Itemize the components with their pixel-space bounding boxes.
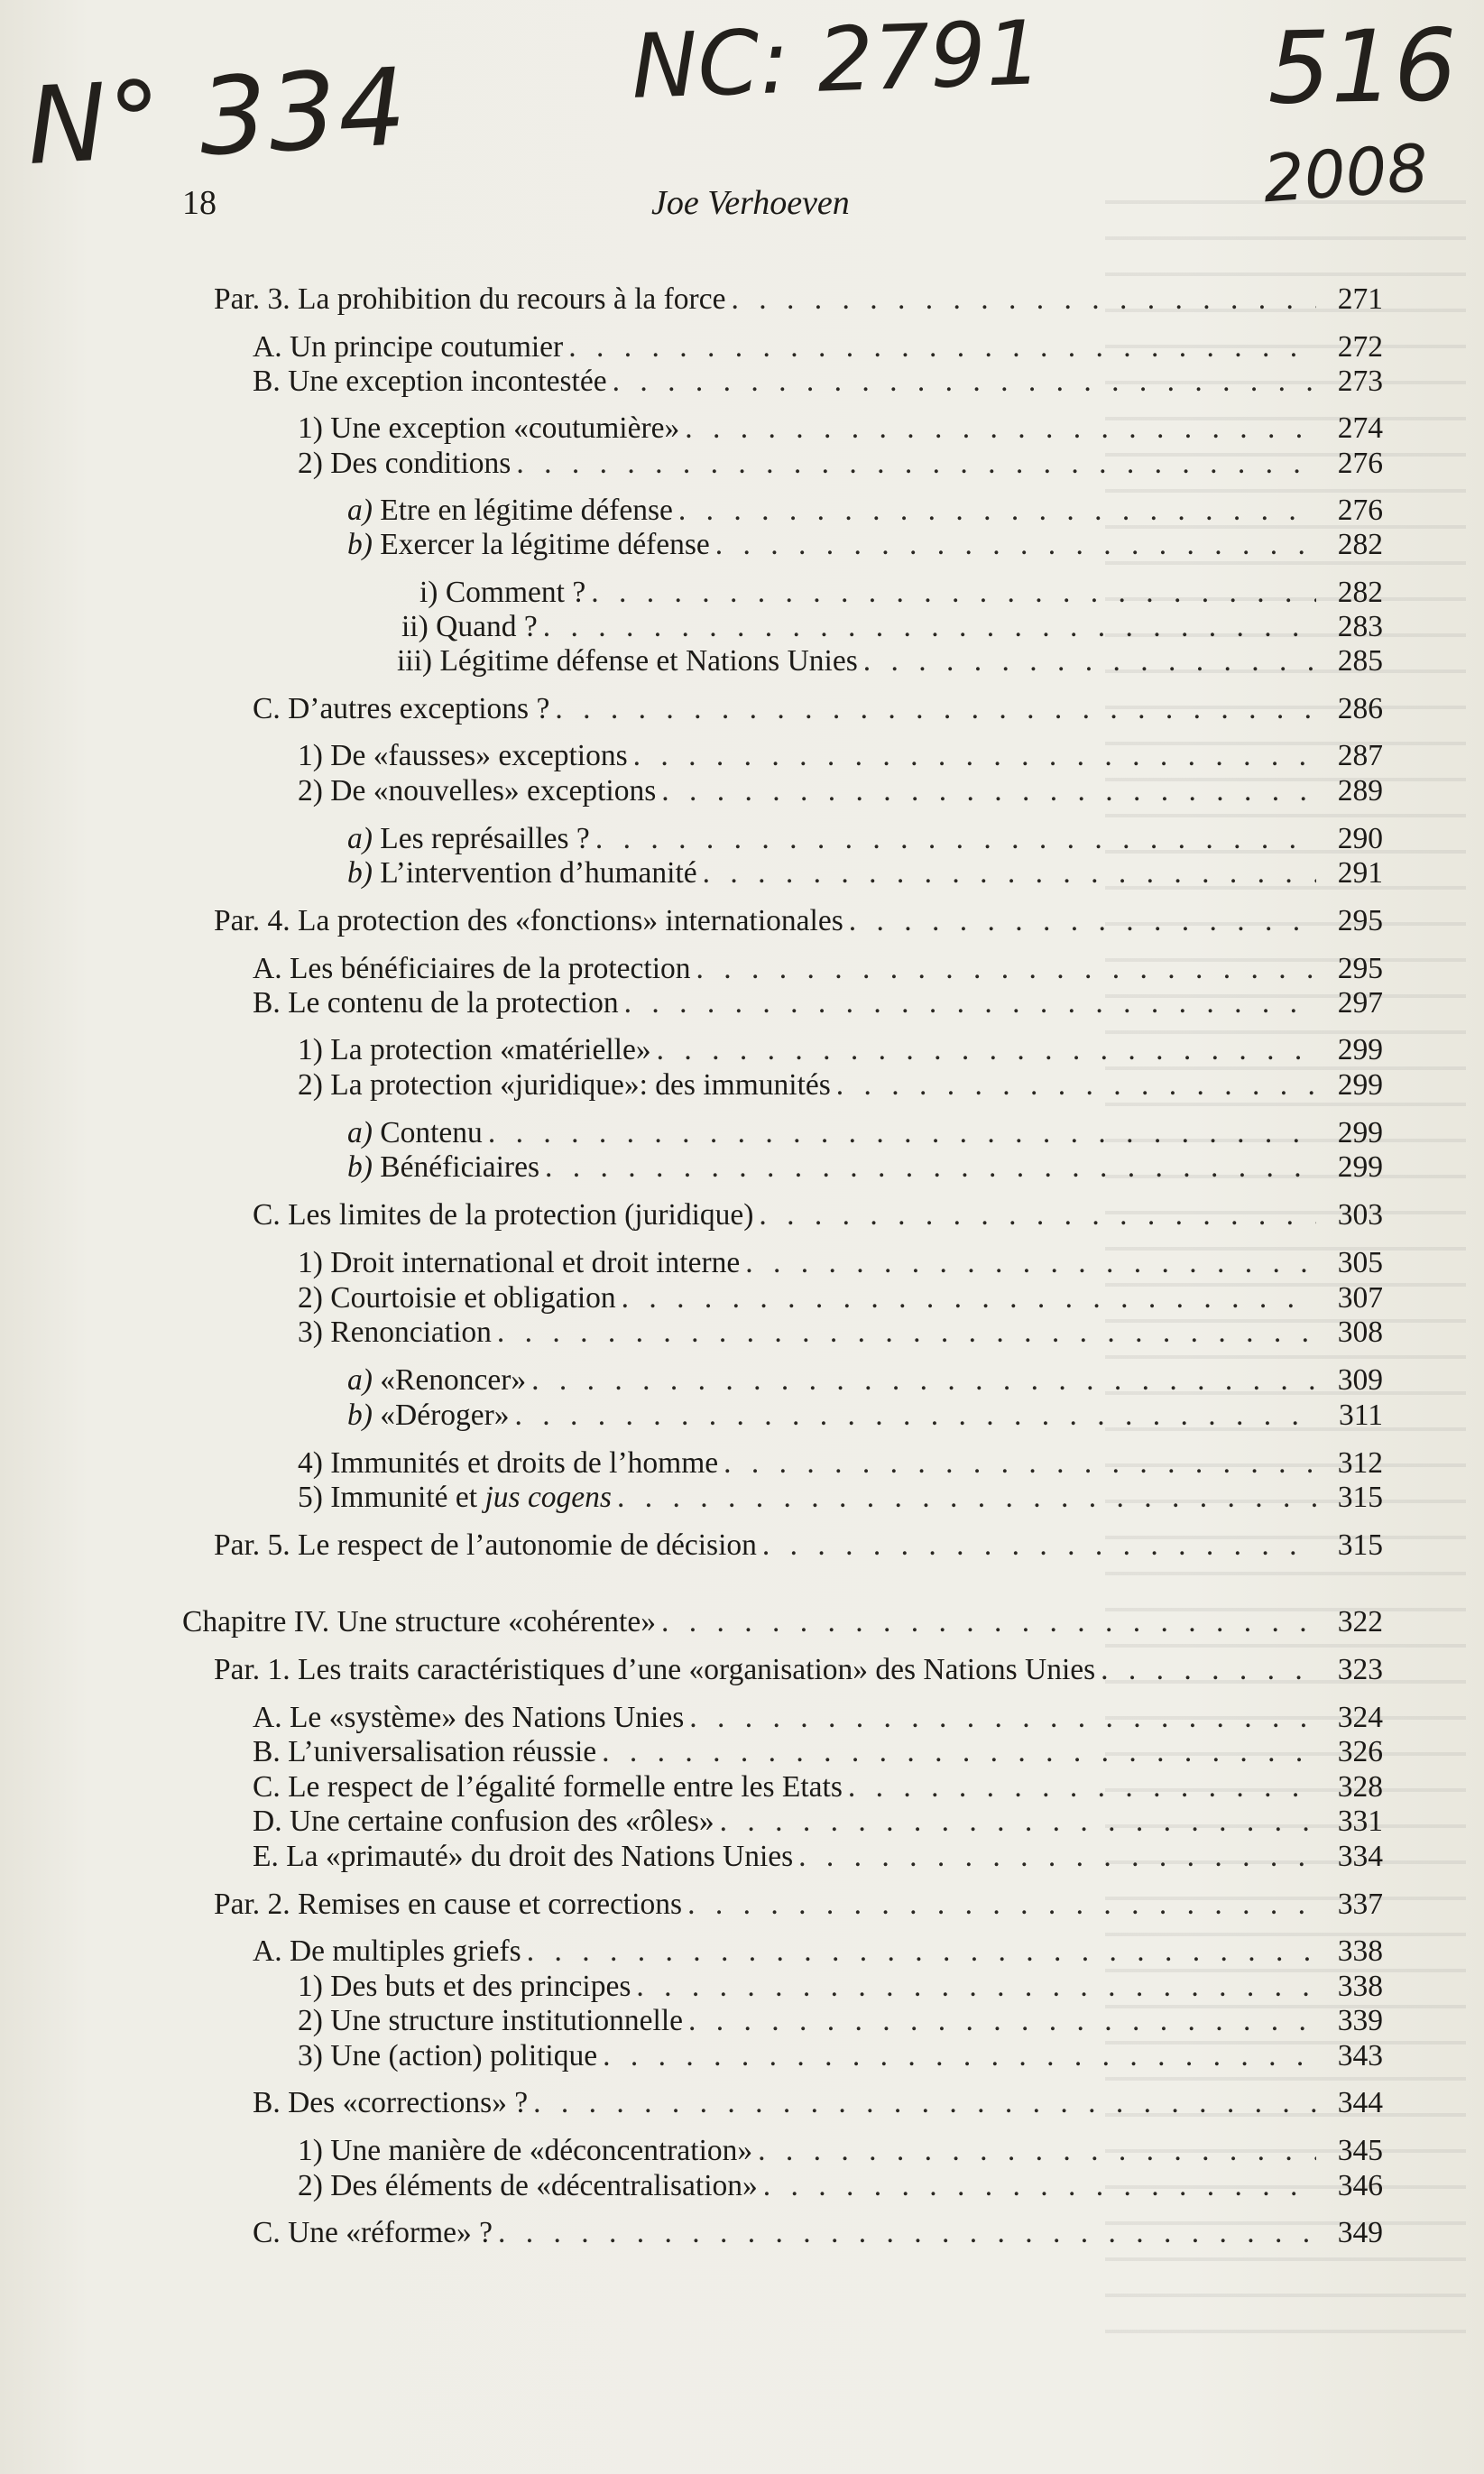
dot-leader <box>568 329 1316 365</box>
toc-entry-label: 2) Courtoisie et obligation <box>298 1281 616 1315</box>
toc-entry-marker: b) <box>347 1399 373 1432</box>
toc-entry-title <box>298 738 633 774</box>
toc-entry-title <box>347 1398 515 1434</box>
dot-leader <box>689 1700 1316 1736</box>
dot-leader <box>848 1769 1316 1805</box>
toc-entry <box>253 985 1383 1021</box>
toc-entry <box>298 2038 1383 2074</box>
dot-leader <box>696 951 1316 987</box>
toc-entry-label: i) Comment ? <box>419 576 586 609</box>
toc-entry-label: E. La «primauté» du droit des Nations Unies <box>253 1840 794 1873</box>
toc-entry-label: 2) La protection «juridique»: des immunités <box>298 1068 831 1102</box>
toc-entry-title <box>347 1149 545 1186</box>
toc-entry-page: 282 <box>1337 528 1383 561</box>
toc-entry-title <box>347 1362 531 1399</box>
toc-entry-title <box>253 2085 533 2121</box>
toc-entry <box>298 738 1383 774</box>
toc-entry-title <box>253 1734 602 1770</box>
toc-entry-title <box>253 1804 720 1840</box>
toc-entry-title <box>298 1969 636 2005</box>
dot-leader <box>617 1480 1316 1516</box>
toc-entry-page: 303 <box>1337 1198 1383 1232</box>
dot-leader <box>678 493 1316 529</box>
toc-entry-label: Exercer la légitime défense <box>380 528 710 561</box>
toc-entry-label: B. Des «corrections» ? <box>253 2086 529 2119</box>
dot-leader <box>798 1839 1316 1875</box>
toc-entry <box>253 364 1383 400</box>
handwritten-number-right: 516 <box>1266 7 1459 126</box>
toc-entry-label: 4) Immunités et droits de l’homme <box>298 1446 719 1480</box>
handwritten-catalog-code: NC: 2791 <box>630 2 1045 119</box>
toc-entry-title <box>253 691 555 727</box>
toc-entry-page: 323 <box>1337 1653 1383 1686</box>
toc-entry-label: 5) Immunité et <box>298 1481 478 1514</box>
toc-entry-page: 276 <box>1337 494 1383 527</box>
toc-entry-label: ii) Quand ? <box>401 610 538 643</box>
toc-entry-page: 322 <box>1337 1605 1383 1639</box>
toc-entry-page: 315 <box>1337 1481 1383 1514</box>
toc-entry-label: 2) Une structure institutionnelle <box>298 2004 684 2037</box>
dot-leader <box>531 1362 1316 1399</box>
dot-leader <box>762 1528 1316 1564</box>
toc-entry-marker: b) <box>347 856 373 890</box>
toc-entry-page: 287 <box>1337 739 1383 772</box>
toc-entry-page: 274 <box>1337 411 1383 445</box>
dot-leader <box>657 1032 1316 1068</box>
toc-entry-page: 289 <box>1337 774 1383 808</box>
toc-entry-label: Contenu <box>380 1116 483 1149</box>
toc-entry-title <box>298 1445 724 1482</box>
toc-entry <box>298 1067 1383 1103</box>
toc-entry-page: 305 <box>1337 1246 1383 1279</box>
toc-entry-page: 312 <box>1337 1446 1383 1480</box>
toc-entry-page: 286 <box>1337 692 1383 725</box>
toc-entry <box>253 1700 1383 1736</box>
toc-entry <box>298 2003 1383 2039</box>
toc-entry-title <box>214 1652 1101 1688</box>
toc-entry-label: Par. 4. La protection des «fonctions» internationales <box>214 904 843 937</box>
toc-entry-marker: a) <box>347 494 373 527</box>
dot-leader <box>703 855 1316 891</box>
toc-entry-title <box>298 2168 763 2204</box>
toc-entry <box>253 1839 1383 1875</box>
toc-entry <box>253 691 1383 727</box>
dot-leader <box>545 1149 1316 1186</box>
toc-entry <box>298 411 1383 447</box>
dot-leader <box>758 2133 1316 2169</box>
toc-entry-label: B. Une exception incontestée <box>253 365 607 398</box>
dot-leader <box>1101 1652 1316 1688</box>
toc-entry-title <box>253 1839 798 1875</box>
toc-entry <box>298 446 1383 482</box>
toc-entry <box>347 527 1383 563</box>
toc-entry-page: 285 <box>1337 644 1383 678</box>
toc-entry-title <box>298 1067 836 1103</box>
toc-entry-title <box>298 1315 497 1351</box>
toc-entry-label-italic: jus cogens <box>484 1481 612 1514</box>
toc-entry-page: 290 <box>1337 822 1383 855</box>
toc-entry-page: 324 <box>1337 1701 1383 1734</box>
toc-entry <box>298 1445 1383 1482</box>
toc-entry <box>298 2133 1383 2169</box>
toc-entry-page: 299 <box>1337 1116 1383 1149</box>
toc-entry-label: Chapitre IV. Une structure «cohérente» <box>182 1605 656 1639</box>
toc-entry-page: 299 <box>1337 1068 1383 1102</box>
dot-leader <box>543 609 1316 645</box>
toc-entry-page: 273 <box>1337 365 1383 398</box>
toc-entry-title <box>298 1245 745 1281</box>
toc-entry-page: 272 <box>1337 330 1383 364</box>
dot-leader <box>633 738 1316 774</box>
toc-entry-title <box>214 1887 687 1923</box>
dot-leader <box>488 1115 1316 1151</box>
toc-entry-label: 1) La protection «matérielle» <box>298 1033 651 1066</box>
toc-entry-title <box>214 282 731 318</box>
toc-entry-marker: b) <box>347 1150 373 1184</box>
toc-entry-title <box>253 2215 498 2251</box>
toc-entry-label: 3) Une (action) politique <box>298 2039 598 2072</box>
toc-entry-page: 295 <box>1337 952 1383 985</box>
toc-entry-label: 1) Une manière de «déconcentration» <box>298 2134 753 2167</box>
toc-entry-title <box>347 821 595 857</box>
toc-entry-title <box>347 527 715 563</box>
dot-leader <box>602 1734 1316 1770</box>
toc-entry-title <box>298 2038 603 2074</box>
toc-entry <box>298 2168 1383 2204</box>
toc-entry-page: 328 <box>1337 1770 1383 1804</box>
toc-entry <box>347 821 1383 857</box>
toc-entry-label: Par. 3. La prohibition du recours à la force <box>214 282 726 316</box>
dot-leader <box>636 1969 1316 2005</box>
toc-entry-page: 339 <box>1337 2004 1383 2037</box>
toc-entry-title <box>253 1197 759 1233</box>
dot-leader <box>661 1604 1316 1640</box>
dot-leader <box>724 1445 1316 1482</box>
toc-entry-page: 291 <box>1337 856 1383 890</box>
dot-leader <box>688 2003 1316 2039</box>
toc-entry-label: Par. 5. Le respect de l’autonomie de décision <box>214 1528 757 1562</box>
toc-entry <box>182 1604 1383 1640</box>
toc-entry-label: «Déroger» <box>380 1399 510 1432</box>
toc-entry <box>401 609 1383 645</box>
toc-entry-label: 1) De «fausses» exceptions <box>298 739 628 772</box>
toc-entry <box>214 903 1383 939</box>
toc-entry-label: A. De multiples griefs <box>253 1934 521 1968</box>
dot-leader <box>622 1280 1316 1316</box>
toc-entry-title <box>401 609 543 645</box>
toc-entry-page: 326 <box>1337 1735 1383 1768</box>
toc-entry-page: 282 <box>1337 576 1383 609</box>
toc-entry-title <box>298 411 685 447</box>
toc-entry-page: 311 <box>1338 1399 1383 1432</box>
toc-entry <box>214 282 1383 318</box>
toc-entry-page: 283 <box>1337 610 1383 643</box>
toc-entry-title <box>419 575 591 611</box>
dot-leader <box>533 2085 1316 2121</box>
dot-leader <box>661 773 1316 809</box>
toc-entry-title <box>298 2003 688 2039</box>
toc-entry-title <box>253 1700 689 1736</box>
toc-entry-page: 297 <box>1337 986 1383 1020</box>
dot-leader <box>498 2215 1316 2251</box>
toc-entry <box>397 643 1383 679</box>
toc-entry-title <box>347 855 703 891</box>
handwritten-year: 2008 <box>1260 129 1431 217</box>
toc-entry <box>347 1115 1383 1151</box>
dot-leader <box>836 1067 1316 1103</box>
toc-entry-label: D. Une certaine confusion des «rôles» <box>253 1805 714 1838</box>
dot-leader <box>613 364 1316 400</box>
toc-entry-label: Etre en légitime défense <box>380 494 673 527</box>
toc-entry-title <box>298 1480 617 1516</box>
toc-entry-page: 337 <box>1337 1888 1383 1921</box>
toc-entry-title <box>253 329 568 365</box>
toc-entry-page: 276 <box>1337 447 1383 480</box>
page-header <box>182 183 1084 228</box>
toc-entry-marker: a) <box>347 1363 373 1397</box>
dot-leader <box>555 691 1316 727</box>
dot-leader <box>515 1398 1316 1434</box>
toc-entry <box>253 2085 1383 2121</box>
toc-entry-marker: a) <box>347 822 373 855</box>
toc-entry-label: 2) Des éléments de «décentralisation» <box>298 2169 758 2202</box>
toc-entry-title <box>298 1280 622 1316</box>
toc-entry-title <box>182 1604 661 1640</box>
toc-entry <box>253 329 1383 365</box>
toc-entry-title <box>214 903 849 939</box>
toc-entry <box>298 1315 1383 1351</box>
toc-entry-label: «Renoncer» <box>380 1363 527 1397</box>
toc-entry <box>298 1245 1383 1281</box>
toc-entry-page: 307 <box>1337 1281 1383 1315</box>
toc-entry-label: C. Le respect de l’égalité formelle entre les Etats <box>253 1770 843 1804</box>
dot-leader <box>497 1315 1316 1351</box>
dot-leader <box>731 282 1316 318</box>
toc-entry-label: B. L’universalisation réussie <box>253 1735 597 1768</box>
toc-entry-label: B. Le contenu de la protection <box>253 986 619 1020</box>
dot-leader <box>591 575 1316 611</box>
toc-entry-title <box>298 2133 758 2169</box>
toc-entry <box>253 1804 1383 1840</box>
toc-entry-title <box>253 985 624 1021</box>
dot-leader <box>745 1245 1316 1281</box>
toc-entry-page: 271 <box>1337 282 1383 316</box>
toc-entry-label: 2) De «nouvelles» exceptions <box>298 774 657 808</box>
toc-entry-title <box>347 1115 488 1151</box>
toc-entry <box>298 1032 1383 1068</box>
toc-entry <box>298 773 1383 809</box>
toc-entry-page: 346 <box>1337 2169 1383 2202</box>
toc-entry <box>347 1398 1383 1434</box>
toc-entry-label: L’intervention d’humanité <box>380 856 697 890</box>
toc-entry-page: 299 <box>1337 1033 1383 1066</box>
toc-entry <box>214 1887 1383 1923</box>
toc-entry-page: 343 <box>1337 2039 1383 2072</box>
toc-entry-title <box>298 1032 657 1068</box>
dot-leader <box>849 903 1316 939</box>
toc-entry <box>347 855 1383 891</box>
toc-entry-title <box>253 951 696 987</box>
dot-leader <box>595 821 1316 857</box>
toc-entry-label: 1) Une exception «coutumière» <box>298 411 680 445</box>
toc-entry-title <box>253 1934 527 1970</box>
toc-entry-title <box>397 643 863 679</box>
toc-entry-label: A. Les bénéficiaires de la protection <box>253 952 691 985</box>
toc-entry-page: 315 <box>1337 1528 1383 1562</box>
toc-entry-marker: b) <box>347 528 373 561</box>
dot-leader <box>720 1804 1316 1840</box>
toc-entry <box>419 575 1383 611</box>
toc-entry <box>253 1734 1383 1770</box>
toc-entry-label: 2) Des conditions <box>298 447 512 480</box>
dot-leader <box>763 2168 1316 2204</box>
toc-entry-page: 345 <box>1337 2134 1383 2167</box>
dot-leader <box>759 1197 1316 1233</box>
toc-entry <box>347 1149 1383 1186</box>
toc-entry-marker: a) <box>347 1116 373 1149</box>
toc-entry-label: Par. 1. Les traits caractéristiques d’une «organisation» des Nations Unies <box>214 1653 1096 1686</box>
toc-entry <box>298 1280 1383 1316</box>
toc-entry <box>347 493 1383 529</box>
toc-entry-page: 331 <box>1337 1805 1383 1838</box>
toc-entry-page: 349 <box>1337 2216 1383 2249</box>
toc-entry-label: C. D’autres exceptions ? <box>253 692 550 725</box>
toc-entry-page: 309 <box>1337 1363 1383 1397</box>
toc-entry-label: 1) Droit international et droit interne <box>298 1246 741 1279</box>
toc-entry-title <box>298 773 661 809</box>
toc-entry <box>253 2215 1383 2251</box>
toc-entry-page: 334 <box>1337 1840 1383 1873</box>
toc-entry-page: 295 <box>1337 904 1383 937</box>
toc-entry-label: iii) Légitime défense et Nations Unies <box>397 644 858 678</box>
toc-entry-title <box>253 1769 848 1805</box>
toc-entry-label: A. Un principe coutumier <box>253 330 564 364</box>
toc-entry <box>253 951 1383 987</box>
toc-entry-label: A. Le «système» des Nations Unies <box>253 1701 685 1734</box>
toc-entry-title <box>253 364 613 400</box>
toc-entry-label: Par. 2. Remises en cause et corrections <box>214 1888 683 1921</box>
toc-entry-label: 3) Renonciation <box>298 1315 492 1349</box>
toc-entry-page: 338 <box>1337 1970 1383 2003</box>
dot-leader <box>687 1887 1316 1923</box>
dot-leader <box>527 1934 1316 1970</box>
dot-leader <box>516 446 1316 482</box>
toc-entry-label: C. Une «réforme» ? <box>253 2216 493 2249</box>
dot-leader <box>603 2038 1316 2074</box>
toc-entry <box>253 1197 1383 1233</box>
toc-entry <box>253 1934 1383 1970</box>
dot-leader <box>685 411 1316 447</box>
toc-entry-label: 1) Des buts et des principes <box>298 1970 631 2003</box>
toc-entry-title <box>347 493 678 529</box>
toc-entry <box>298 1480 1383 1516</box>
dot-leader <box>624 985 1316 1021</box>
toc-entry-title <box>298 446 516 482</box>
dot-leader <box>715 527 1316 563</box>
toc-entry <box>214 1652 1383 1688</box>
page-number: 18 <box>182 184 217 222</box>
toc-entry <box>253 1769 1383 1805</box>
toc-entry-page: 338 <box>1337 1934 1383 1968</box>
dot-leader <box>863 643 1316 679</box>
toc-entry <box>214 1528 1383 1564</box>
toc-entry-label: Bénéficiaires <box>380 1150 539 1184</box>
toc-entry-page: 308 <box>1337 1315 1383 1349</box>
toc-entry-page: 344 <box>1337 2086 1383 2119</box>
toc-entry <box>298 1969 1383 2005</box>
handwritten-number-left: N° 334 <box>23 44 411 189</box>
running-head-author: Joe Verhoeven <box>651 184 850 222</box>
toc-entry <box>347 1362 1383 1399</box>
toc-entry-page: 299 <box>1337 1150 1383 1184</box>
toc-entry-label: Les représailles ? <box>380 822 590 855</box>
toc-entry-label: C. Les limites de la protection (juridique) <box>253 1198 754 1232</box>
toc-entry-title <box>214 1528 762 1564</box>
